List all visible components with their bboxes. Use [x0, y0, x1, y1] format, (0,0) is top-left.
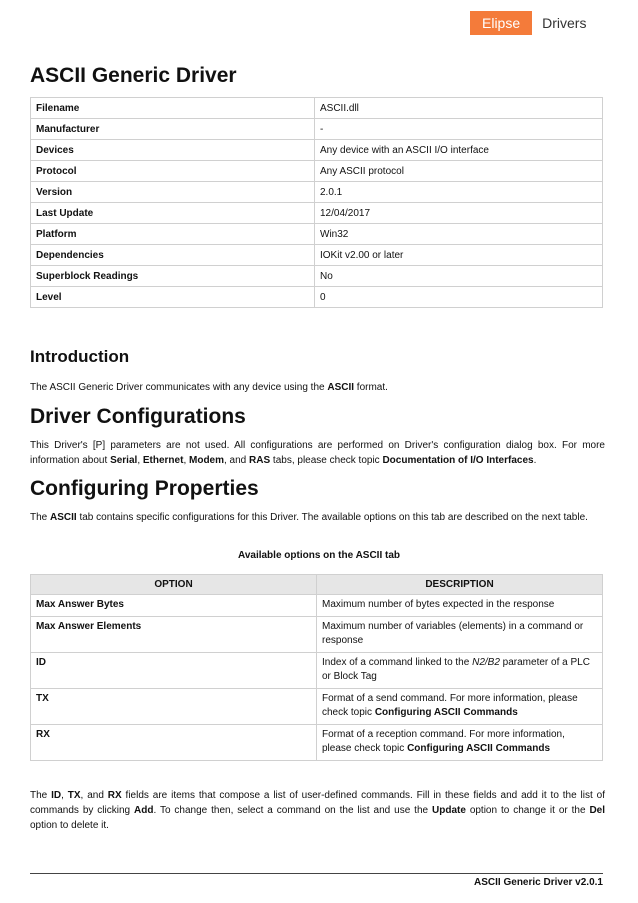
desc-italic: N2/B2 [472, 657, 500, 668]
info-value: 12/04/2017 [315, 203, 603, 224]
footer-divider [30, 873, 603, 874]
cp-tab: ASCII [50, 512, 77, 523]
dc-topic-link: Documentation of I/O Interfaces [382, 455, 534, 466]
cl-rx: RX [107, 790, 122, 801]
cl-text: option to delete it. [30, 820, 109, 831]
cp-text: The [30, 512, 51, 523]
brand-logo [470, 11, 586, 35]
table-caption: Available options on the ASCII tab [237, 550, 401, 561]
dc-text: tabs, please check topic [270, 455, 383, 466]
info-value: ASCII.dll [315, 98, 603, 119]
info-key: Devices [31, 140, 315, 161]
desc-text: Format of a send command. For more information, please check topic [322, 693, 578, 718]
cl-tx: TX [67, 790, 81, 801]
option-description [317, 725, 603, 761]
info-value: No [315, 266, 603, 287]
cl-text: option to change it or the [465, 805, 590, 816]
option-name: TX [31, 689, 317, 725]
option-description [317, 689, 603, 725]
info-key: Dependencies [31, 245, 315, 266]
info-key: Filename [31, 98, 315, 119]
table-row [31, 140, 603, 161]
table-row [31, 182, 603, 203]
driver-config-paragraph [30, 438, 605, 468]
info-key: Superblock Readings [31, 266, 315, 287]
desc-text: Index of a command linked to the [322, 657, 473, 668]
dc-sep: , [137, 455, 143, 466]
intro-text-end: format. [354, 382, 388, 393]
cl-text: fields are items that compose a list of user-defined commands. Fill in these fields and add it to the list of commands by clicking [30, 790, 605, 816]
table-row [31, 617, 603, 653]
info-key: Last Update [31, 203, 315, 224]
table-row [31, 98, 603, 119]
option-description [317, 653, 603, 689]
brand-elipse: Elipse [470, 11, 532, 35]
desc-text: Format of a reception command. For more information, please check topic [322, 729, 565, 754]
info-value: 2.0.1 [315, 182, 603, 203]
cl-del: Del [589, 805, 606, 816]
info-key: Version [31, 182, 315, 203]
info-value: - [315, 119, 603, 140]
dc-ras: RAS [249, 455, 271, 466]
dc-serial: Serial [110, 455, 138, 466]
table-row [31, 224, 603, 245]
cl-id: ID [51, 790, 62, 801]
intro-text: The ASCII Generic Driver communicates with any device using the [30, 382, 328, 393]
column-header-description: DESCRIPTION [317, 575, 603, 595]
column-header-option: OPTION [31, 575, 317, 595]
cl-sep: , and [80, 790, 108, 801]
table-row [31, 595, 603, 617]
desc-text: parameter of a PLC or Block Tag [322, 657, 590, 682]
table-row [31, 245, 603, 266]
page-title: ASCII Generic Driver [30, 64, 237, 87]
dc-modem: Modem [189, 455, 224, 466]
cl-text: . To change then, select a command on the list and use the [153, 805, 432, 816]
info-value: IOKit v2.00 or later [315, 245, 603, 266]
option-name: RX [31, 725, 317, 761]
option-name: Max Answer Elements [31, 617, 317, 653]
closing-paragraph [30, 788, 605, 833]
cl-sep: , [61, 790, 68, 801]
info-value: Any device with an ASCII I/O interface [315, 140, 603, 161]
dc-sep: , [183, 455, 189, 466]
info-key: Level [31, 287, 315, 308]
config-props-paragraph [30, 510, 605, 525]
desc-topic-link: Configuring ASCII Commands [374, 707, 518, 718]
dc-text: . [533, 455, 537, 466]
table-header-row [31, 575, 603, 595]
intro-heading: Introduction [30, 347, 130, 366]
info-value: 0 [315, 287, 603, 308]
table-row [31, 689, 603, 725]
driver-config-heading: Driver Configurations [30, 405, 246, 428]
info-key: Protocol [31, 161, 315, 182]
intro-paragraph [30, 380, 603, 395]
cp-text: tab contains specific configurations for this Driver. The available options on this tab are described on the next table. [76, 512, 588, 523]
intro-bold: ASCII [327, 382, 355, 393]
option-description: Maximum number of bytes expected in the response [317, 595, 603, 617]
dc-sep: , and [224, 455, 250, 466]
config-props-heading: Configuring Properties [30, 477, 259, 500]
info-value: Any ASCII protocol [315, 161, 603, 182]
table-row [31, 287, 603, 308]
table-row [31, 725, 603, 761]
table-row [31, 161, 603, 182]
table-row [31, 653, 603, 689]
dc-ethernet: Ethernet [142, 455, 184, 466]
page-footer: ASCII Generic Driver v2.0.1 [474, 877, 603, 888]
desc-topic-link: Configuring ASCII Commands [407, 743, 551, 754]
info-value: Win32 [315, 224, 603, 245]
driver-info-table [30, 97, 603, 308]
cl-add: Add [133, 805, 154, 816]
table-row [31, 119, 603, 140]
option-description: Maximum number of variables (elements) in a command or response [317, 617, 603, 653]
cl-text: The [30, 790, 52, 801]
info-key: Platform [31, 224, 315, 245]
cl-update: Update [432, 805, 466, 816]
table-row [31, 203, 603, 224]
info-key: Manufacturer [31, 119, 315, 140]
options-table [30, 574, 603, 761]
brand-drivers: Drivers [542, 15, 587, 31]
dc-text: This Driver's [P] parameters are not used. All configurations are performed on Driver's configuration dialog box. For more information about [30, 440, 605, 466]
table-row [31, 266, 603, 287]
option-name: ID [31, 653, 317, 689]
option-name: Max Answer Bytes [31, 595, 317, 617]
